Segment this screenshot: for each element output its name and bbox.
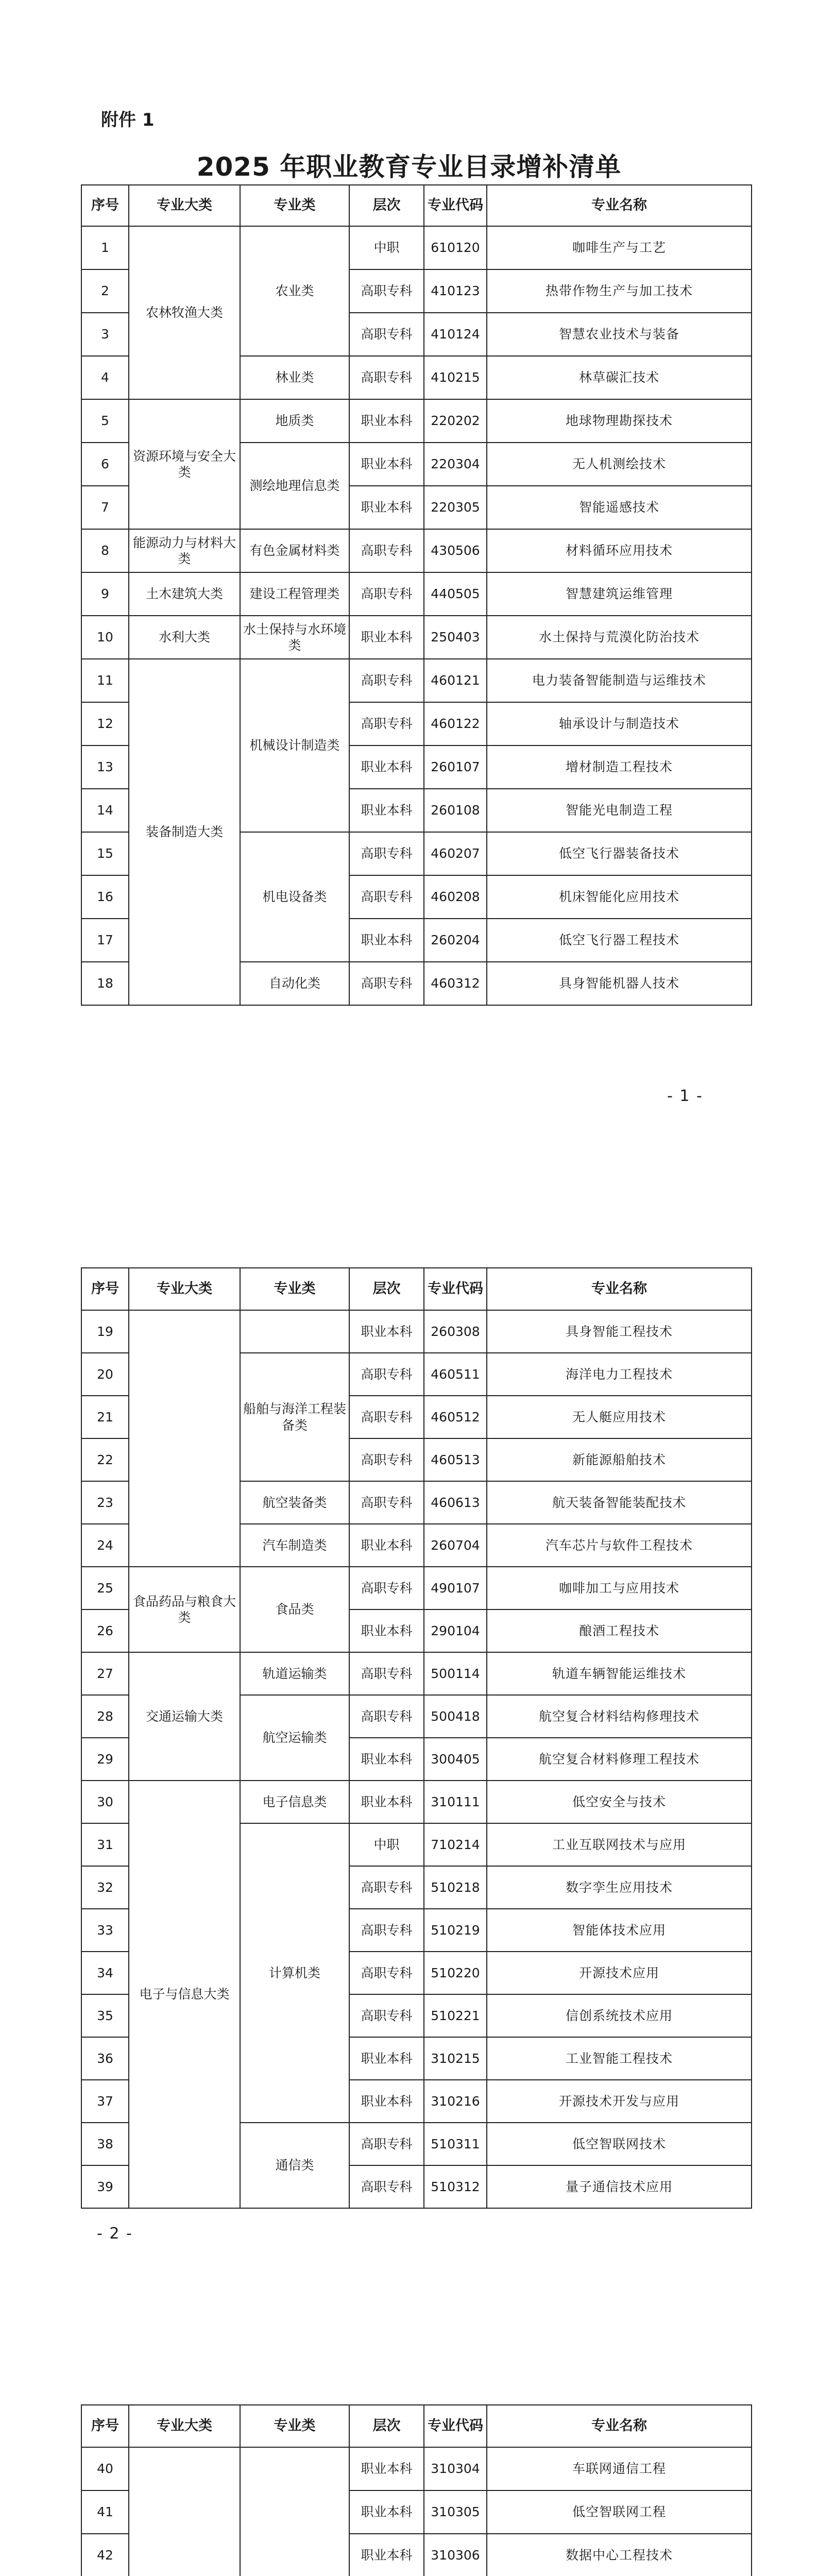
cell-name: 开源技术应用 [487, 1952, 752, 1994]
cell-level: 高职专科 [349, 269, 424, 313]
cell-code: 310216 [424, 2080, 487, 2123]
cell-class: 轨道运输类 [240, 1652, 349, 1695]
cell-name: 低空智联网技术 [487, 2123, 752, 2165]
cell-code: 460121 [424, 659, 487, 702]
cell-name: 智慧建筑运维管理 [487, 572, 752, 616]
cell-name: 海洋电力工程技术 [487, 1353, 752, 1396]
cell-name: 轨道车辆智能运维技术 [487, 1652, 752, 1695]
cell-code: 460511 [424, 1353, 487, 1396]
cell-level: 职业本科 [349, 1738, 424, 1781]
cell-code: 300405 [424, 1738, 487, 1781]
cell-level: 高职专科 [349, 1652, 424, 1695]
table-row [81, 1310, 752, 1353]
cell-code: 260107 [424, 745, 487, 789]
cell-class: 自动化类 [240, 962, 349, 1005]
header-no: 序号 [81, 2405, 129, 2447]
cell-no: 15 [81, 832, 129, 875]
cell-code: 440505 [424, 572, 487, 616]
cell-category: 农林牧渔大类 [129, 226, 240, 399]
cell-code: 430506 [424, 529, 487, 572]
cell-class: 航空装备类 [240, 1481, 349, 1524]
header-category: 专业大类 [129, 2405, 240, 2447]
cell-level: 高职专科 [349, 659, 424, 702]
cell-name: 无人艇应用技术 [487, 1396, 752, 1438]
cell-no: 22 [81, 1438, 129, 1481]
cell-code: 310304 [424, 2447, 487, 2490]
cell-no: 42 [81, 2534, 129, 2576]
cell-code: 290104 [424, 1609, 487, 1652]
cell-no: 32 [81, 1866, 129, 1909]
cell-category: 食品药品与粮食大类 [129, 1567, 240, 1652]
cell-code: 220304 [424, 443, 487, 486]
cell-code: 410123 [424, 269, 487, 313]
cell-code: 510311 [424, 2123, 487, 2165]
cell-code: 500418 [424, 1695, 487, 1738]
cell-no: 5 [81, 399, 129, 443]
cell-code: 260108 [424, 789, 487, 832]
cell-level: 职业本科 [349, 1781, 424, 1823]
cell-name: 咖啡生产与工艺 [487, 226, 752, 269]
cell-class: 船舶与海洋工程装备类 [240, 1353, 349, 1481]
cell-code: 460312 [424, 962, 487, 1005]
cell-name: 机床智能化应用技术 [487, 875, 752, 919]
cell-name: 智能遥感技术 [487, 486, 752, 529]
cell-level: 职业本科 [349, 2447, 424, 2490]
cell-no: 14 [81, 789, 129, 832]
cell-class [240, 2447, 349, 2576]
cell-no: 9 [81, 572, 129, 616]
cell-level: 职业本科 [349, 2037, 424, 2080]
table-row [81, 1652, 752, 1695]
cell-level: 高职专科 [349, 1952, 424, 1994]
cell-no: 36 [81, 2037, 129, 2080]
table-row [81, 2447, 752, 2490]
cell-level: 职业本科 [349, 1609, 424, 1652]
cell-name: 具身智能机器人技术 [487, 962, 752, 1005]
cell-level: 职业本科 [349, 2490, 424, 2534]
cell-level: 职业本科 [349, 2080, 424, 2123]
cell-no: 18 [81, 962, 129, 1005]
cell-no: 34 [81, 1952, 129, 1994]
cell-level: 高职专科 [349, 1994, 424, 2037]
cell-level: 高职专科 [349, 1866, 424, 1909]
cell-code: 610120 [424, 226, 487, 269]
cell-no: 12 [81, 702, 129, 745]
cell-level: 职业本科 [349, 1310, 424, 1353]
cell-name: 航天装备智能装配技术 [487, 1481, 752, 1524]
cell-no: 29 [81, 1738, 129, 1781]
cell-level: 高职专科 [349, 1396, 424, 1438]
cell-name: 开源技术开发与应用 [487, 2080, 752, 2123]
header-class: 专业类 [240, 2405, 349, 2447]
table-row [81, 659, 752, 702]
header-class: 专业类 [240, 1268, 349, 1310]
cell-level: 高职专科 [349, 1567, 424, 1609]
cell-name: 工业互联网技术与应用 [487, 1823, 752, 1866]
cell-no: 7 [81, 486, 129, 529]
cell-no: 2 [81, 269, 129, 313]
cell-code: 460512 [424, 1396, 487, 1438]
cell-name: 数字孪生应用技术 [487, 1866, 752, 1909]
cell-no: 25 [81, 1567, 129, 1609]
cell-name: 增材制造工程技术 [487, 745, 752, 789]
cell-no: 33 [81, 1909, 129, 1952]
header-no: 序号 [81, 185, 129, 226]
cell-name: 水土保持与荒漠化防治技术 [487, 616, 752, 659]
cell-name: 低空安全与技术 [487, 1781, 752, 1823]
cell-class: 林业类 [240, 356, 349, 399]
cell-name: 信创系统技术应用 [487, 1994, 752, 2037]
cell-no: 11 [81, 659, 129, 702]
cell-code: 510221 [424, 1994, 487, 2037]
cell-name: 热带作物生产与加工技术 [487, 269, 752, 313]
cell-name: 智慧农业技术与装备 [487, 313, 752, 356]
cell-no: 40 [81, 2447, 129, 2490]
cell-category: 装备制造大类 [129, 659, 240, 1005]
cell-level: 职业本科 [349, 1524, 424, 1567]
cell-category: 交通运输大类 [129, 1652, 240, 1781]
header-name: 专业名称 [487, 1268, 752, 1310]
cell-code: 510312 [424, 2165, 487, 2208]
cell-no: 21 [81, 1396, 129, 1438]
cell-code: 500114 [424, 1652, 487, 1695]
table-row [81, 1781, 752, 1823]
page-number: - 1 - [667, 1087, 703, 1105]
cell-no: 20 [81, 1353, 129, 1396]
cell-code: 220305 [424, 486, 487, 529]
header-category: 专业大类 [129, 1268, 240, 1310]
cell-class [240, 1310, 349, 1353]
cell-name: 低空飞行器装备技术 [487, 832, 752, 875]
cell-class: 机械设计制造类 [240, 659, 349, 832]
cell-level: 职业本科 [349, 789, 424, 832]
header-category: 专业大类 [129, 185, 240, 226]
cell-level: 职业本科 [349, 399, 424, 443]
header-level: 层次 [349, 2405, 424, 2447]
table-row [81, 399, 752, 443]
cell-level: 高职专科 [349, 1909, 424, 1952]
cell-class: 机电设备类 [240, 832, 349, 962]
cell-class: 地质类 [240, 399, 349, 443]
cell-class: 汽车制造类 [240, 1524, 349, 1567]
cell-level: 职业本科 [349, 616, 424, 659]
cell-class: 航空运输类 [240, 1695, 349, 1781]
cell-code: 250403 [424, 616, 487, 659]
cell-level: 高职专科 [349, 962, 424, 1005]
cell-no: 37 [81, 2080, 129, 2123]
cell-name: 材料循环应用技术 [487, 529, 752, 572]
cell-level: 高职专科 [349, 1695, 424, 1738]
cell-category: 电子与信息大类 [129, 1781, 240, 2208]
header-level: 层次 [349, 1268, 424, 1310]
cell-name: 轴承设计与制造技术 [487, 702, 752, 745]
cell-level: 职业本科 [349, 745, 424, 789]
cell-name: 咖啡加工与应用技术 [487, 1567, 752, 1609]
cell-class: 通信类 [240, 2123, 349, 2208]
cell-level: 高职专科 [349, 313, 424, 356]
page-number: - 2 - [97, 2225, 133, 2243]
cell-code: 460208 [424, 875, 487, 919]
cell-code: 510220 [424, 1952, 487, 1994]
cell-no: 16 [81, 875, 129, 919]
cell-level: 职业本科 [349, 2534, 424, 2576]
cell-no: 26 [81, 1609, 129, 1652]
cell-no: 31 [81, 1823, 129, 1866]
cell-class: 农业类 [240, 226, 349, 356]
cell-class: 计算机类 [240, 1823, 349, 2123]
cell-code: 310305 [424, 2490, 487, 2534]
header-name: 专业名称 [487, 185, 752, 226]
cell-name: 酿酒工程技术 [487, 1609, 752, 1652]
cell-name: 量子通信技术应用 [487, 2165, 752, 2208]
cell-name: 无人机测绘技术 [487, 443, 752, 486]
cell-level: 高职专科 [349, 1353, 424, 1396]
cell-no: 10 [81, 616, 129, 659]
table-header-row [81, 185, 752, 226]
cell-class: 水土保持与水环境类 [240, 616, 349, 659]
cell-class: 建设工程管理类 [240, 572, 349, 616]
cell-code: 310215 [424, 2037, 487, 2080]
cell-category: 土木建筑大类 [129, 572, 240, 616]
cell-category [129, 2447, 240, 2576]
cell-code: 410124 [424, 313, 487, 356]
cell-name: 电力装备智能制造与运维技术 [487, 659, 752, 702]
cell-level: 高职专科 [349, 1481, 424, 1524]
attachment-label: 附件 1 [101, 110, 155, 130]
cell-level: 高职专科 [349, 702, 424, 745]
cell-name: 智能光电制造工程 [487, 789, 752, 832]
cell-code: 460207 [424, 832, 487, 875]
cell-category: 能源动力与材料大类 [129, 529, 240, 572]
cell-no: 4 [81, 356, 129, 399]
cell-level: 高职专科 [349, 2123, 424, 2165]
header-class: 专业类 [240, 185, 349, 226]
cell-name: 航空复合材料修理工程技术 [487, 1738, 752, 1781]
catalog-table-page-3 [81, 2404, 752, 2576]
table-row [81, 572, 752, 616]
cell-name: 数据中心工程技术 [487, 2534, 752, 2576]
cell-code: 260704 [424, 1524, 487, 1567]
cell-name: 低空智联网工程 [487, 2490, 752, 2534]
cell-name: 新能源船舶技术 [487, 1438, 752, 1481]
cell-name: 车联网通信工程 [487, 2447, 752, 2490]
cell-name: 航空复合材料结构修理技术 [487, 1695, 752, 1738]
cell-no: 3 [81, 313, 129, 356]
table-row [81, 226, 752, 269]
catalog-table-page-1 [81, 184, 752, 1006]
cell-name: 工业智能工程技术 [487, 2037, 752, 2080]
header-name: 专业名称 [487, 2405, 752, 2447]
cell-no: 8 [81, 529, 129, 572]
cell-level: 高职专科 [349, 529, 424, 572]
cell-level: 中职 [349, 226, 424, 269]
cell-level: 中职 [349, 1823, 424, 1866]
cell-category [129, 1310, 240, 1567]
cell-code: 260204 [424, 919, 487, 962]
cell-class: 电子信息类 [240, 1781, 349, 1823]
cell-no: 28 [81, 1695, 129, 1738]
cell-level: 高职专科 [349, 2165, 424, 2208]
cell-no: 41 [81, 2490, 129, 2534]
catalog-table-page-2 [81, 1267, 752, 2209]
cell-code: 310306 [424, 2534, 487, 2576]
cell-name: 具身智能工程技术 [487, 1310, 752, 1353]
header-code: 专业代码 [424, 2405, 487, 2447]
cell-level: 高职专科 [349, 356, 424, 399]
cell-level: 高职专科 [349, 572, 424, 616]
table-header-row [81, 2405, 752, 2447]
cell-no: 1 [81, 226, 129, 269]
cell-no: 38 [81, 2123, 129, 2165]
table-row [81, 529, 752, 572]
cell-code: 490107 [424, 1567, 487, 1609]
cell-level: 职业本科 [349, 919, 424, 962]
cell-name: 低空飞行器工程技术 [487, 919, 752, 962]
cell-name: 汽车芯片与软件工程技术 [487, 1524, 752, 1567]
cell-class: 食品类 [240, 1567, 349, 1652]
table-row [81, 616, 752, 659]
cell-no: 30 [81, 1781, 129, 1823]
cell-code: 510218 [424, 1866, 487, 1909]
cell-code: 460122 [424, 702, 487, 745]
table-row [81, 1567, 752, 1609]
cell-no: 39 [81, 2165, 129, 2208]
header-code: 专业代码 [424, 1268, 487, 1310]
cell-category: 资源环境与安全大类 [129, 399, 240, 529]
cell-code: 710214 [424, 1823, 487, 1866]
cell-code: 460513 [424, 1438, 487, 1481]
header-level: 层次 [349, 185, 424, 226]
cell-code: 310111 [424, 1781, 487, 1823]
cell-name: 地球物理勘探技术 [487, 399, 752, 443]
cell-no: 24 [81, 1524, 129, 1567]
cell-no: 17 [81, 919, 129, 962]
cell-level: 高职专科 [349, 832, 424, 875]
table-header-row [81, 1268, 752, 1310]
cell-category: 水利大类 [129, 616, 240, 659]
cell-code: 460613 [424, 1481, 487, 1524]
cell-level: 职业本科 [349, 486, 424, 529]
header-code: 专业代码 [424, 185, 487, 226]
cell-no: 13 [81, 745, 129, 789]
header-no: 序号 [81, 1268, 129, 1310]
cell-no: 27 [81, 1652, 129, 1695]
cell-no: 6 [81, 443, 129, 486]
cell-code: 510219 [424, 1909, 487, 1952]
cell-level: 高职专科 [349, 875, 424, 919]
cell-name: 林草碳汇技术 [487, 356, 752, 399]
cell-no: 23 [81, 1481, 129, 1524]
cell-class: 有色金属材料类 [240, 529, 349, 572]
cell-class: 测绘地理信息类 [240, 443, 349, 529]
cell-level: 高职专科 [349, 1438, 424, 1481]
cell-level: 职业本科 [349, 443, 424, 486]
document-title: 2025 年职业教育专业目录增补清单 [196, 152, 622, 182]
cell-name: 智能体技术应用 [487, 1909, 752, 1952]
cell-no: 19 [81, 1310, 129, 1353]
cell-code: 410215 [424, 356, 487, 399]
cell-code: 220202 [424, 399, 487, 443]
cell-code: 260308 [424, 1310, 487, 1353]
cell-no: 35 [81, 1994, 129, 2037]
